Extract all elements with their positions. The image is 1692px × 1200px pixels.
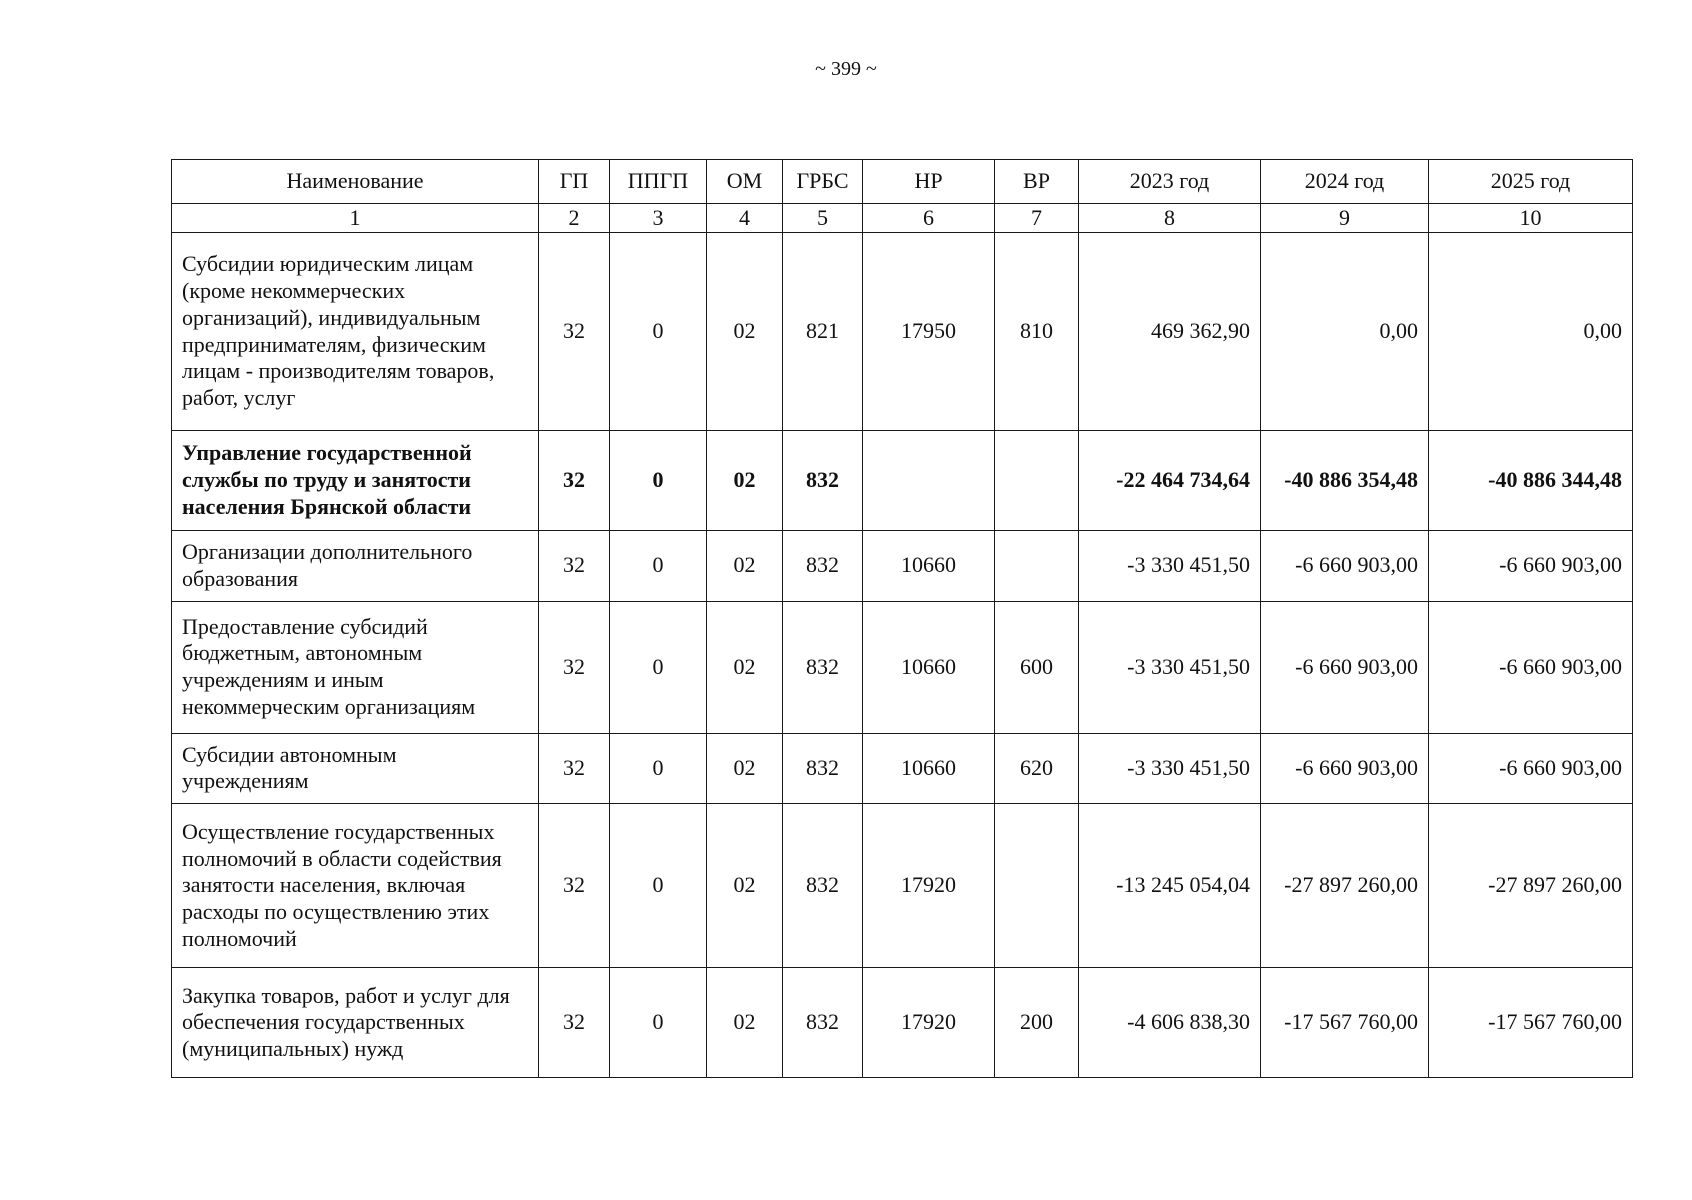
row-nr: 17920: [863, 804, 995, 968]
row-amount-2024: 0,00: [1261, 233, 1429, 431]
row-grbs: 832: [783, 531, 863, 602]
row-nr: 17920: [863, 968, 995, 1078]
row-amount-2025: -17 567 760,00: [1429, 968, 1633, 1078]
row-amount-2025: -27 897 260,00: [1429, 804, 1633, 968]
row-grbs: 821: [783, 233, 863, 431]
row-gp: 32: [539, 804, 610, 968]
row-name: Организации дополнительного образования: [172, 531, 539, 602]
row-nr: 17950: [863, 233, 995, 431]
column-number: 8: [1079, 204, 1261, 233]
row-amount-2024: -6 660 903,00: [1261, 531, 1429, 602]
row-amount-2023: 469 362,90: [1079, 233, 1261, 431]
row-amount-2024: -40 886 354,48: [1261, 431, 1429, 531]
header-vr: ВР: [995, 160, 1079, 204]
row-om: 02: [707, 531, 783, 602]
row-om: 02: [707, 804, 783, 968]
column-number: 2: [539, 204, 610, 233]
row-vr: [995, 804, 1079, 968]
row-om: 02: [707, 601, 783, 733]
row-vr: 810: [995, 233, 1079, 431]
column-number: 7: [995, 204, 1079, 233]
row-om: 02: [707, 431, 783, 531]
row-ppgp: 0: [610, 733, 707, 804]
row-ppgp: 0: [610, 804, 707, 968]
table-body: [172, 233, 1633, 1078]
row-vr: [995, 531, 1079, 602]
table-row: [172, 233, 1633, 431]
row-vr: 620: [995, 733, 1079, 804]
row-vr: 600: [995, 601, 1079, 733]
row-amount-2025: -6 660 903,00: [1429, 601, 1633, 733]
row-name: Субсидии юридическим лицам (кроме некоммерческих организаций), индивидуальным предпринимателям, физическим лицам - производителям товаров, работ, услуг: [172, 233, 539, 431]
row-gp: 32: [539, 601, 610, 733]
row-amount-2024: -17 567 760,00: [1261, 968, 1429, 1078]
column-number: 10: [1429, 204, 1633, 233]
row-amount-2023: -3 330 451,50: [1079, 601, 1261, 733]
row-name: Управление государственной службы по труду и занятости населения Брянской области: [172, 431, 539, 531]
row-ppgp: 0: [610, 968, 707, 1078]
row-nr: 10660: [863, 733, 995, 804]
page-number: ~ 399 ~: [815, 58, 877, 80]
row-nr: 10660: [863, 601, 995, 733]
row-amount-2023: -13 245 054,04: [1079, 804, 1261, 968]
header-gp: ГП: [539, 160, 610, 204]
header-2024: 2024 год: [1261, 160, 1429, 204]
row-amount-2024: -27 897 260,00: [1261, 804, 1429, 968]
row-grbs: 832: [783, 601, 863, 733]
table-row: [172, 733, 1633, 804]
header-ppgp: ППГП: [610, 160, 707, 204]
column-number: 3: [610, 204, 707, 233]
row-amount-2025: 0,00: [1429, 233, 1633, 431]
row-amount-2024: -6 660 903,00: [1261, 733, 1429, 804]
header-row: [172, 160, 1633, 204]
row-nr: 10660: [863, 531, 995, 602]
column-number: 1: [172, 204, 539, 233]
row-amount-2023: -4 606 838,30: [1079, 968, 1261, 1078]
header-name: Наименование: [172, 160, 539, 204]
budget-table: [171, 159, 1633, 1078]
row-om: 02: [707, 968, 783, 1078]
row-gp: 32: [539, 233, 610, 431]
row-amount-2025: -6 660 903,00: [1429, 733, 1633, 804]
row-vr: [995, 431, 1079, 531]
table-row: [172, 804, 1633, 968]
row-nr: [863, 431, 995, 531]
row-amount-2023: -3 330 451,50: [1079, 733, 1261, 804]
row-om: 02: [707, 733, 783, 804]
column-number: 9: [1261, 204, 1429, 233]
row-name: Закупка товаров, работ и услуг для обеспечения государственных (муниципальных) нужд: [172, 968, 539, 1078]
table-row: [172, 601, 1633, 733]
row-gp: 32: [539, 968, 610, 1078]
row-name: Субсидии автономным учреждениям: [172, 733, 539, 804]
row-grbs: 832: [783, 968, 863, 1078]
row-grbs: 832: [783, 804, 863, 968]
row-amount-2025: -6 660 903,00: [1429, 531, 1633, 602]
row-ppgp: 0: [610, 601, 707, 733]
header-2025: 2025 год: [1429, 160, 1633, 204]
row-name: Осуществление государственных полномочий в области содействия занятости населения, включая расходы по осуществлению этих полномочий: [172, 804, 539, 968]
column-number: 4: [707, 204, 783, 233]
row-grbs: 832: [783, 431, 863, 531]
row-ppgp: 0: [610, 531, 707, 602]
header-nr: НР: [863, 160, 995, 204]
column-number-row: [172, 204, 1633, 233]
row-gp: 32: [539, 733, 610, 804]
table-row: [172, 968, 1633, 1078]
row-amount-2023: -3 330 451,50: [1079, 531, 1261, 602]
row-amount-2023: -22 464 734,64: [1079, 431, 1261, 531]
row-name: Предоставление субсидий бюджетным, автономным учреждениям и иным некоммерческим организациям: [172, 601, 539, 733]
column-number: 5: [783, 204, 863, 233]
header-2023: 2023 год: [1079, 160, 1261, 204]
row-ppgp: 0: [610, 233, 707, 431]
row-amount-2025: -40 886 344,48: [1429, 431, 1633, 531]
column-number: 6: [863, 204, 995, 233]
row-ppgp: 0: [610, 431, 707, 531]
header-grbs: ГРБС: [783, 160, 863, 204]
row-amount-2024: -6 660 903,00: [1261, 601, 1429, 733]
header-om: ОМ: [707, 160, 783, 204]
table-row: [172, 531, 1633, 602]
row-om: 02: [707, 233, 783, 431]
row-gp: 32: [539, 531, 610, 602]
row-grbs: 832: [783, 733, 863, 804]
table-row: [172, 431, 1633, 531]
row-vr: 200: [995, 968, 1079, 1078]
row-gp: 32: [539, 431, 610, 531]
